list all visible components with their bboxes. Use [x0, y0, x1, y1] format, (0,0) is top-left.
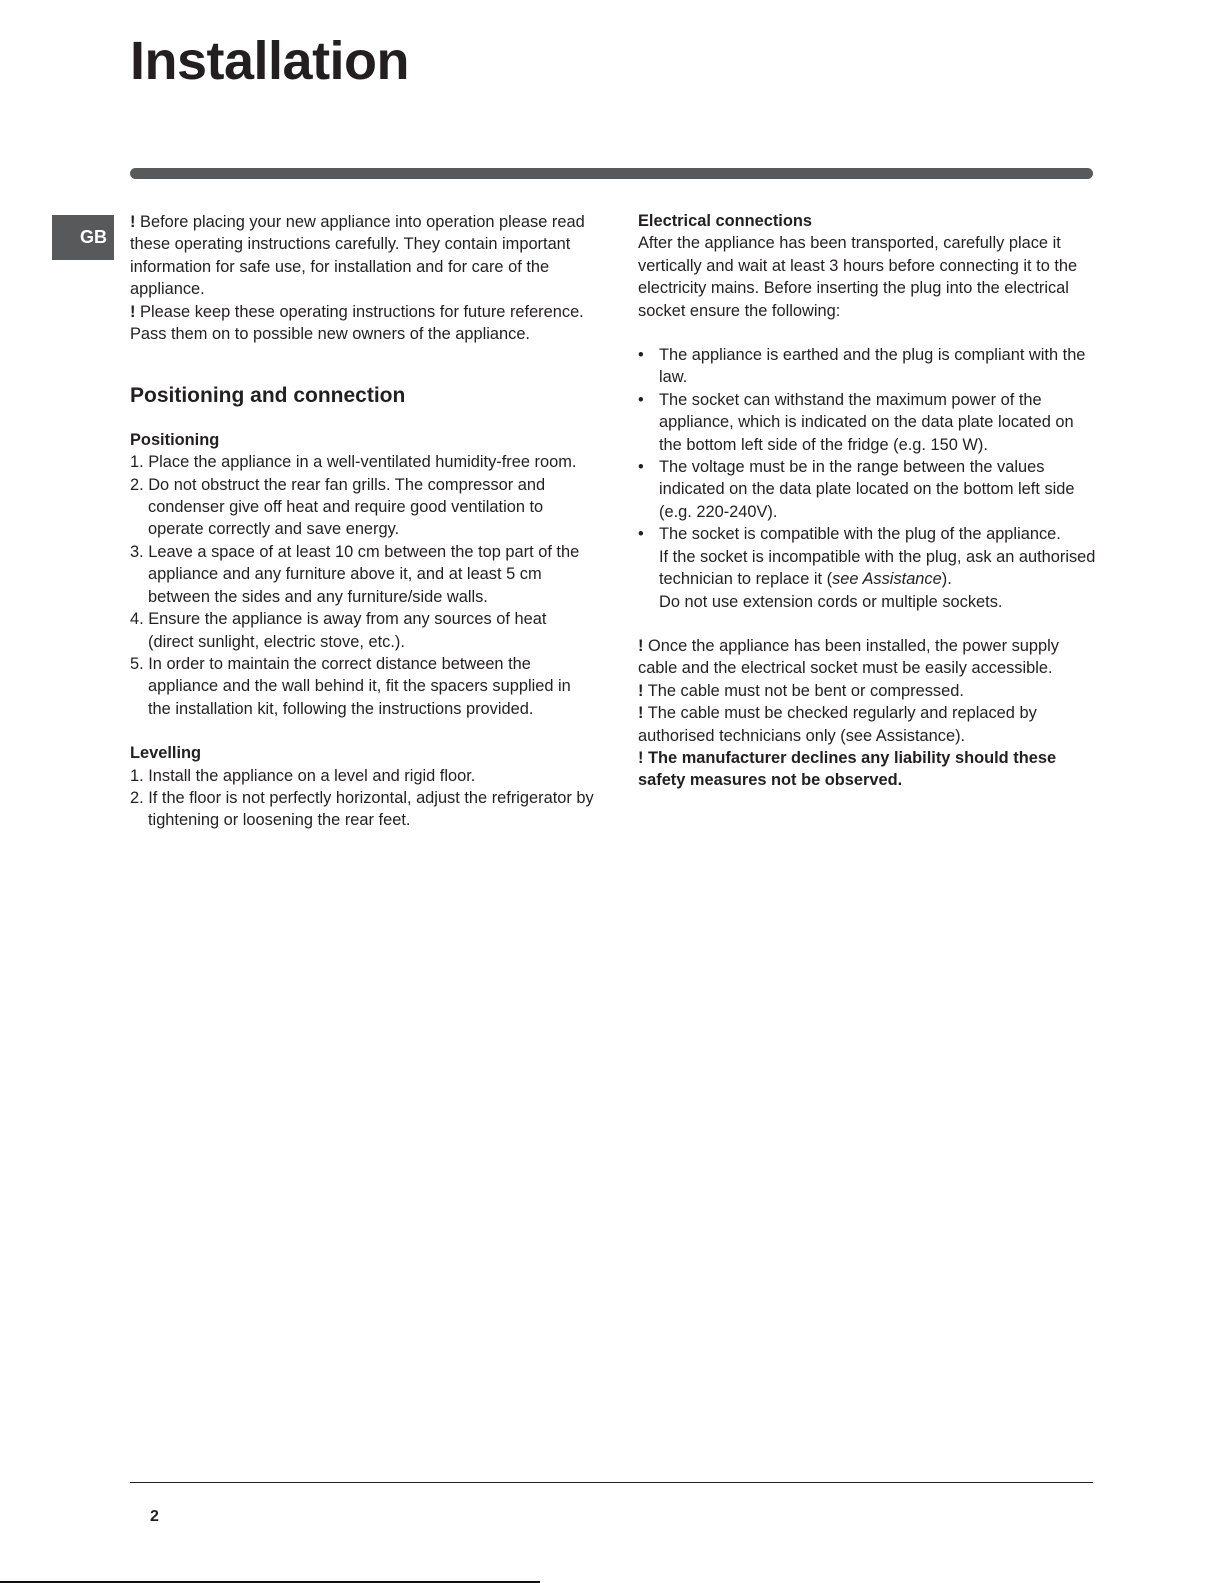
header-divider-bar [130, 168, 1093, 179]
warning-mark: ! [130, 302, 136, 321]
list-item: 2. Do not obstruct the rear fan grills. The compressor and condenser give off heat and require good ventilation to operate correctly and save energy. [130, 475, 546, 539]
page-number: 2 [150, 1508, 159, 1525]
note-text: If the socket is incompatible with the plug, ask an authorised technician to replace it ( [659, 547, 1096, 589]
warning-text: The cable must not be bent or compressed. [643, 681, 964, 700]
right-column [638, 210, 1098, 792]
incompatible-note [659, 546, 1098, 591]
extension-note: Do not use extension cords or multiple sockets. [659, 592, 1003, 611]
list-item: 1. Install the appliance on a level and rigid floor. [130, 766, 476, 785]
warning-mark: ! [130, 213, 136, 231]
bullet-text: The socket is compatible with the plug of the appliance. [659, 525, 1061, 544]
levelling-heading: Levelling [130, 744, 202, 763]
intro-paragraph [130, 211, 595, 301]
warning-text: Once the appliance has been installed, the power supply cable and the electrical socket must be easily accessible. [638, 636, 1059, 678]
positioning-list [130, 451, 595, 720]
note-text: ). [941, 570, 952, 589]
warning-mark: ! [638, 704, 644, 723]
assistance-reference: see Assistance [832, 570, 942, 589]
bullet-text: The socket can withstand the maximum power of the appliance, which is indicated on the data plate located on the bottom left side of the fridge (e.g. 150 W). [659, 390, 1074, 454]
list-item [638, 389, 1098, 456]
intro-paragraph [130, 301, 595, 346]
bullet: • [638, 390, 644, 409]
warning-mark: ! [638, 636, 644, 655]
list-item: 5. In order to maintain the correct distance between the appliance and the wall behind it, fit the spacers supplied in the installation kit, following the instructions provided. [130, 654, 571, 718]
list-item [638, 456, 1098, 523]
section-heading: Positioning and connection [130, 384, 406, 408]
intro-text: Before placing your new appliance into operation please read these operating instructions carefully. They contain important information for safe use, for installation and for care of the appliance. [130, 213, 585, 299]
list-item: 1. Place the appliance in a well-ventilated humidity-free room. [130, 453, 577, 472]
list-item [638, 523, 1098, 613]
warning-paragraph [638, 635, 1098, 680]
bullet-text: The voltage must be in the range between the values indicated on the data plate located on the bottom left side (e.g. 220-240V). [659, 458, 1075, 521]
intro-text: Please keep these operating instructions for future reference. Pass them on to possible new owners of the appliance. [130, 302, 584, 344]
left-column [130, 211, 595, 832]
liability-disclaimer: ! The manufacturer declines any liability should these safety measures not be observed. [638, 748, 1057, 790]
electrical-heading: Electrical connections [638, 212, 812, 230]
bullet-text: The appliance is earthed and the plug is compliant with the law. [659, 346, 1086, 387]
bullet: • [638, 346, 644, 365]
electrical-checklist [638, 344, 1098, 613]
language-tab: GB [52, 215, 114, 260]
list-item: 2. If the floor is not perfectly horizontal, adjust the refrigerator by tightening or loosening the rear feet. [130, 788, 594, 830]
page-title: Installation [130, 31, 410, 91]
electrical-intro: After the appliance has been transported, carefully place it vertically and wait at least 3 hours before connecting it to the electricity mains. Before inserting the plug into the electrical socket ensure the following: [638, 234, 1078, 320]
warning-mark: ! [638, 681, 644, 700]
list-item: 4. Ensure the appliance is away from any sources of heat (direct sunlight, electric stove, etc.). [130, 610, 547, 651]
footer-rule [130, 1482, 1093, 1483]
list-item: 3. Leave a space of at least 10 cm between the top part of the appliance and any furniture above it, and at least 5 cm between the sides and any furniture/side walls. [130, 542, 580, 606]
levelling-list [130, 765, 595, 832]
bullet: • [638, 525, 644, 544]
list-item [638, 344, 1098, 389]
positioning-heading: Positioning [130, 430, 220, 449]
warning-text: The cable must be checked regularly and replaced by authorised technicians only (see Assistance). [638, 704, 1037, 745]
warning-paragraph [638, 680, 1098, 702]
bullet: • [638, 458, 644, 477]
warning-paragraph [638, 702, 1098, 747]
